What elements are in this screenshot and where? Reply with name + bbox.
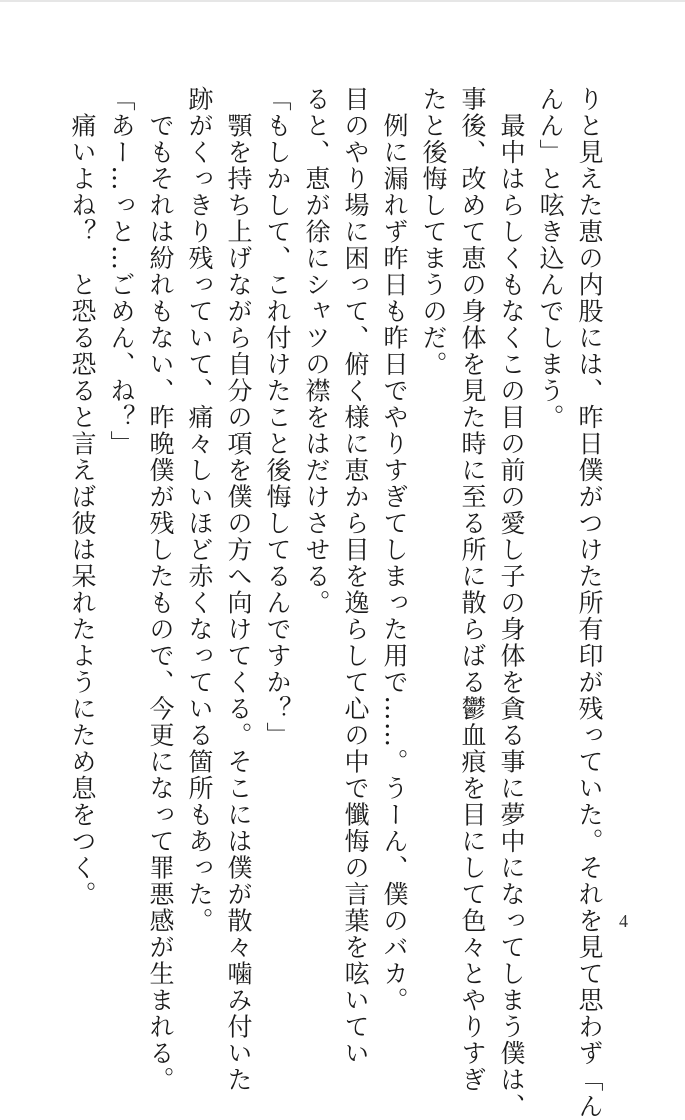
text-line: 例に漏れず昨日も昨日でやりすぎてしまった用で……。うーん、僕のバカ。: [380, 86, 409, 1014]
text-line: でもそれは紛れもない、昨晩僕が残したもので、今更になって罪悪感が生まれる。: [146, 86, 175, 1093]
text-line: りと見えた恵の内股には、昨日僕がつけた所有印が残っていた。それを見て思わず「ん: [575, 86, 604, 1120]
text-line: 事後、改めて恵の身体を見た時に至る所に散らばる鬱血痕を目にして色々とやりすぎ: [458, 86, 487, 1093]
text-line: 「もしかして、これ付けたこと後悔してるんですか？」: [263, 86, 292, 749]
text-line: たと後悔してまうのだ。: [419, 86, 448, 378]
text-line: 「あー…っと…ごめん、ね？」: [107, 86, 136, 457]
vertical-text-body: [63, 86, 609, 1120]
text-line: んん」と呟き込んでしまう。: [536, 86, 565, 431]
text-line: 痛いよね？ と恐る恐ると言えば彼は呆れたようにため息をつく。: [68, 86, 97, 908]
text-line: 最中はらしくもなくこの目の前の愛し子の身体を貪る事に夢中になってしまう僕は、: [497, 86, 526, 1120]
text-line: 目のやり場に困って、俯く様に恵から目を逸らして心の中で懺悔の言葉を呟いてい: [341, 86, 370, 1067]
text-line: ると、恵が徐にシャツの襟をはだけさせる。: [302, 86, 331, 616]
text-line: 跡がくっきり残っていて、痛々しいほど赤くなっている箇所もあった。: [185, 86, 214, 934]
text-line: 顎を持ち上げながら自分の項を僕の方へ向けてくる。そこには僕が散々噛み付いた: [224, 86, 253, 1093]
top-border: [0, 0, 685, 2]
page-number: 4: [619, 911, 628, 931]
